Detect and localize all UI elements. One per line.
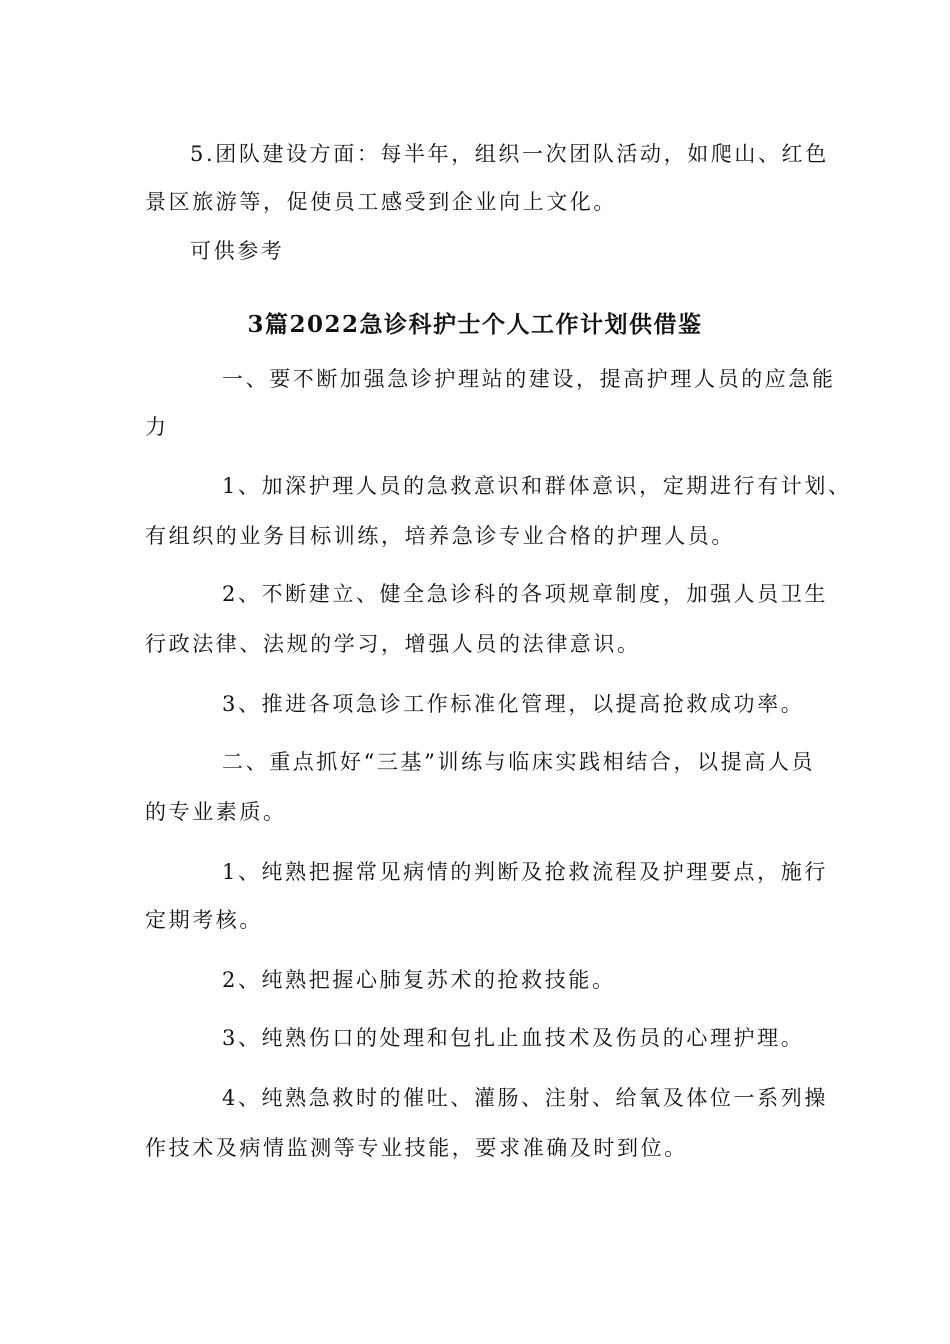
paragraph-line: 可供参考	[190, 239, 285, 263]
section-heading-cont: 力	[145, 415, 169, 439]
section-heading-cont: 的专业素质。	[145, 800, 287, 824]
paragraph-line: 3、推进各项急诊工作标准化管理，以提高抢救成功率。	[222, 692, 805, 716]
paragraph-line: 作技术及病情监测等专业技能，要求准确及时到位。	[145, 1136, 688, 1160]
section-heading: 一、要不断加强急诊护理站的建设，提高护理人员的应急能	[222, 367, 836, 391]
paragraph-line: 1、加深护理人员的急救意识和群体意识，定期进行有计划、	[222, 474, 852, 498]
document-title: 3篇2022急诊科护士个人工作计划供借鉴	[247, 311, 703, 338]
paragraph-line: 行政法律、法规的学习，增强人员的法律意识。	[145, 632, 641, 656]
paragraph-line: 有组织的业务目标训练，培养急诊专业合格的护理人员。	[145, 524, 735, 548]
paragraph-line: 2、纯熟把握心肺复苏术的抢救技能。	[222, 968, 616, 992]
paragraph-line: 4、纯熟急救时的催吐、灌肠、注射、给氧及体位一系列操	[222, 1086, 828, 1110]
paragraph-line: 景区旅游等，促使员工感受到企业向上文化。	[145, 190, 617, 214]
paragraph-line: 定期考核。	[145, 908, 263, 932]
paragraph-line: 3、纯熟伤口的处理和包扎止血技术及伤员的心理护理。	[222, 1026, 805, 1050]
paragraph-line: 1、纯熟把握常见病情的判断及抢救流程及护理要点，施行	[222, 860, 828, 884]
paragraph-line: 2、不断建立、健全急诊科的各项规章制度，加强人员卫生	[222, 582, 828, 606]
paragraph-line: 5.团队建设方面：每半年，组织一次团队活动，如爬山、红色	[190, 142, 829, 166]
section-heading: 二、重点抓好“三基”训练与临床实践相结合，以提高人员	[222, 750, 816, 774]
